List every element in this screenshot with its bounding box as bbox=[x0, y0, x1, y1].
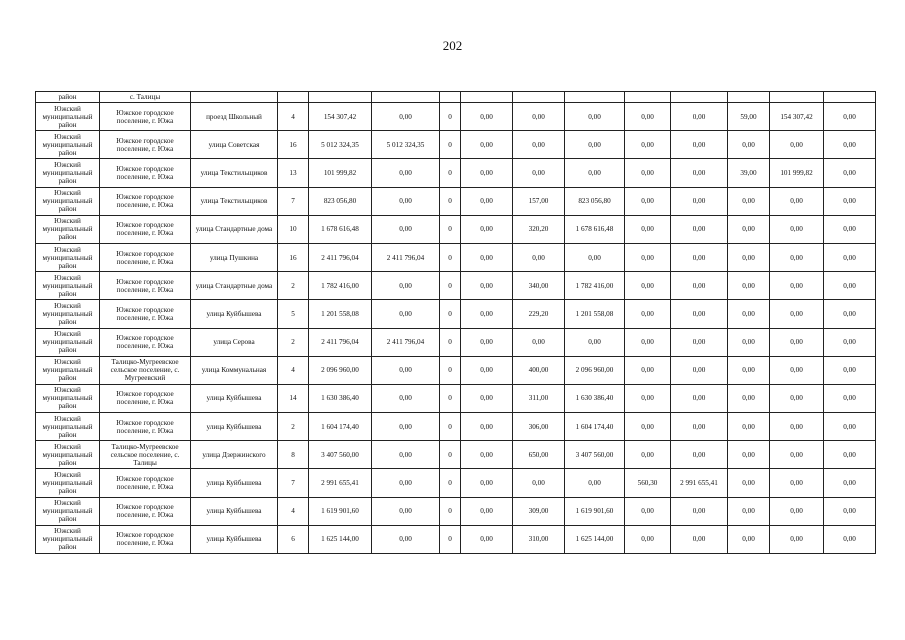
value-cell: 0,00 bbox=[824, 300, 876, 328]
district-cell: Южский муниципальный район bbox=[36, 300, 100, 328]
value-cell: 0,00 bbox=[770, 187, 824, 215]
street-cell: улица Коммунальная bbox=[191, 356, 278, 384]
total-cost-cell: 1 201 558,08 bbox=[309, 300, 372, 328]
settlement-cell: Южское городское поселение, г. Южа bbox=[100, 328, 191, 356]
table-row bbox=[36, 497, 876, 525]
table-row bbox=[36, 300, 876, 328]
value-cell: 0,00 bbox=[372, 300, 440, 328]
value-cell: 0,00 bbox=[770, 272, 824, 300]
value-cell: 0,00 bbox=[728, 131, 770, 159]
value-cell: 0,00 bbox=[824, 243, 876, 271]
value-cell: 0,00 bbox=[671, 215, 728, 243]
value-cell: 0,00 bbox=[824, 525, 876, 553]
value-cell: 0,00 bbox=[461, 525, 513, 553]
settlement-cell: Южское городское поселение, г. Южа bbox=[100, 187, 191, 215]
street-cell: улица Дзержинского bbox=[191, 441, 278, 469]
value-cell: 0 bbox=[440, 413, 461, 441]
value-cell: 0,00 bbox=[372, 413, 440, 441]
value-cell: 0,00 bbox=[372, 497, 440, 525]
value-cell: 0,00 bbox=[461, 469, 513, 497]
total-cost-cell: 154 307,42 bbox=[309, 103, 372, 131]
value-cell: 0,00 bbox=[770, 131, 824, 159]
value-cell: 0,00 bbox=[461, 356, 513, 384]
house-number-cell: 7 bbox=[278, 469, 309, 497]
total-cost-cell: 5 012 324,35 bbox=[309, 131, 372, 159]
value-cell: 0,00 bbox=[671, 497, 728, 525]
value-cell: 0,00 bbox=[461, 300, 513, 328]
continuation-row bbox=[36, 92, 876, 103]
value-cell: 0,00 bbox=[770, 441, 824, 469]
value-cell: 1 201 558,08 bbox=[565, 300, 625, 328]
table-row bbox=[36, 384, 876, 412]
district-cell: Южский муниципальный район bbox=[36, 159, 100, 187]
house-number-cell: 2 bbox=[278, 272, 309, 300]
house-number-cell: 4 bbox=[278, 356, 309, 384]
value-cell: 0,00 bbox=[671, 187, 728, 215]
value-cell: 0,00 bbox=[728, 187, 770, 215]
value-cell: 0,00 bbox=[565, 103, 625, 131]
value-cell: 1 604 174,40 bbox=[565, 413, 625, 441]
value-cell: 0,00 bbox=[625, 356, 671, 384]
street-cell: улица Стандартные дома bbox=[191, 215, 278, 243]
value-cell: 0,00 bbox=[770, 525, 824, 553]
value-cell: 0,00 bbox=[513, 469, 565, 497]
value-cell: 560,30 bbox=[625, 469, 671, 497]
value-cell: 0,00 bbox=[824, 413, 876, 441]
value-cell: 0 bbox=[440, 356, 461, 384]
table-row bbox=[36, 469, 876, 497]
district-cell: Южский муниципальный район bbox=[36, 131, 100, 159]
value-cell: 0,00 bbox=[461, 497, 513, 525]
value-cell: 0,00 bbox=[770, 215, 824, 243]
value-cell: 0,00 bbox=[824, 441, 876, 469]
table-row bbox=[36, 356, 876, 384]
value-cell: 0,00 bbox=[824, 384, 876, 412]
settlement-cell: Южское городское поселение, г. Южа bbox=[100, 103, 191, 131]
value-cell: 0,00 bbox=[770, 469, 824, 497]
value-cell: 306,00 bbox=[513, 413, 565, 441]
value-cell: 0,00 bbox=[565, 159, 625, 187]
value-cell: 1 782 416,00 bbox=[565, 272, 625, 300]
value-cell: 0,00 bbox=[625, 441, 671, 469]
table-row bbox=[36, 215, 876, 243]
settlement-cell: Южское городское поселение, г. Южа bbox=[100, 159, 191, 187]
value-cell: 0,00 bbox=[824, 497, 876, 525]
table-row bbox=[36, 131, 876, 159]
value-cell: 0,00 bbox=[770, 497, 824, 525]
total-cost-cell: 1 630 386,40 bbox=[309, 384, 372, 412]
value-cell: 340,00 bbox=[513, 272, 565, 300]
value-cell: 0,00 bbox=[671, 525, 728, 553]
value-cell: 101 999,82 bbox=[770, 159, 824, 187]
value-cell: 0,00 bbox=[770, 384, 824, 412]
value-cell: 0,00 bbox=[671, 272, 728, 300]
value-cell: 0,00 bbox=[824, 103, 876, 131]
street-cell: улица Куйбышева bbox=[191, 497, 278, 525]
value-cell: 0,00 bbox=[824, 187, 876, 215]
house-number-cell: 16 bbox=[278, 243, 309, 271]
street-cell: улица Текстильщиков bbox=[191, 159, 278, 187]
district-cell: Южский муниципальный район bbox=[36, 272, 100, 300]
total-cost-cell: 823 056,80 bbox=[309, 187, 372, 215]
district-cell: Южский муниципальный район bbox=[36, 243, 100, 271]
total-cost-cell: 2 096 960,00 bbox=[309, 356, 372, 384]
total-cost-cell: 2 411 796,04 bbox=[309, 328, 372, 356]
total-cost-cell: 1 619 901,60 bbox=[309, 497, 372, 525]
settlement-cell: Южское городское поселение, г. Южа bbox=[100, 131, 191, 159]
value-cell: 0,00 bbox=[625, 243, 671, 271]
street-cell: улица Куйбышева bbox=[191, 525, 278, 553]
value-cell: 0,00 bbox=[728, 497, 770, 525]
total-cost-cell: 2 411 796,04 bbox=[309, 243, 372, 271]
district-cell: район bbox=[36, 92, 100, 103]
value-cell: 0,00 bbox=[461, 441, 513, 469]
house-number-cell: 4 bbox=[278, 497, 309, 525]
house-number-cell: 10 bbox=[278, 215, 309, 243]
value-cell: 0,00 bbox=[770, 243, 824, 271]
value-cell: 0 bbox=[440, 497, 461, 525]
value-cell: 0 bbox=[440, 384, 461, 412]
value-cell: 0,00 bbox=[728, 272, 770, 300]
house-number-cell: 2 bbox=[278, 413, 309, 441]
value-cell: 0,00 bbox=[728, 356, 770, 384]
value-cell: 0 bbox=[440, 441, 461, 469]
settlement-cell: Талицко-Мугреевское сельское поселение, с. Мугреевский bbox=[100, 356, 191, 384]
street-cell: улица Куйбышева bbox=[191, 413, 278, 441]
value-cell: 157,00 bbox=[513, 187, 565, 215]
district-cell: Южский муниципальный район bbox=[36, 469, 100, 497]
value-cell: 0,00 bbox=[671, 243, 728, 271]
value-cell: 0,00 bbox=[513, 131, 565, 159]
value-cell: 0 bbox=[440, 272, 461, 300]
value-cell: 0 bbox=[440, 328, 461, 356]
value-cell: 0,00 bbox=[513, 328, 565, 356]
value-cell: 0,00 bbox=[625, 272, 671, 300]
value-cell: 0,00 bbox=[671, 356, 728, 384]
district-cell: Южский муниципальный район bbox=[36, 187, 100, 215]
district-cell: Южский муниципальный район bbox=[36, 215, 100, 243]
value-cell: 320,20 bbox=[513, 215, 565, 243]
street-cell: улица Куйбышева bbox=[191, 384, 278, 412]
value-cell: 3 407 560,00 bbox=[565, 441, 625, 469]
value-cell: 0,00 bbox=[625, 215, 671, 243]
value-cell: 0,00 bbox=[728, 328, 770, 356]
value-cell: 0,00 bbox=[372, 356, 440, 384]
value-cell: 0,00 bbox=[565, 243, 625, 271]
value-cell: 2 411 796,04 bbox=[372, 328, 440, 356]
value-cell: 0,00 bbox=[728, 469, 770, 497]
value-cell: 0,00 bbox=[372, 272, 440, 300]
settlement-cell: Южское городское поселение, г. Южа bbox=[100, 497, 191, 525]
house-number-cell: 13 bbox=[278, 159, 309, 187]
value-cell: 0,00 bbox=[372, 469, 440, 497]
value-cell: 0,00 bbox=[671, 328, 728, 356]
table-row bbox=[36, 413, 876, 441]
total-cost-cell: 1 782 416,00 bbox=[309, 272, 372, 300]
total-cost-cell: 101 999,82 bbox=[309, 159, 372, 187]
value-cell: 0,00 bbox=[565, 469, 625, 497]
value-cell: 0,00 bbox=[770, 356, 824, 384]
value-cell: 154 307,42 bbox=[770, 103, 824, 131]
value-cell: 0,00 bbox=[770, 413, 824, 441]
value-cell: 0,00 bbox=[671, 103, 728, 131]
value-cell: 0,00 bbox=[372, 525, 440, 553]
value-cell: 2 411 796,04 bbox=[372, 243, 440, 271]
district-cell: Южский муниципальный район bbox=[36, 413, 100, 441]
value-cell: 0,00 bbox=[461, 131, 513, 159]
value-cell: 0,00 bbox=[824, 215, 876, 243]
value-cell: 229,20 bbox=[513, 300, 565, 328]
value-cell: 0,00 bbox=[770, 300, 824, 328]
value-cell: 1 630 386,40 bbox=[565, 384, 625, 412]
value-cell: 0,00 bbox=[461, 159, 513, 187]
value-cell: 0,00 bbox=[728, 243, 770, 271]
value-cell: 0,00 bbox=[671, 159, 728, 187]
value-cell: 0,00 bbox=[372, 103, 440, 131]
settlement-cell: Южское городское поселение, г. Южа bbox=[100, 300, 191, 328]
value-cell: 0,00 bbox=[372, 159, 440, 187]
settlement-cell: Южское городское поселение, г. Южа bbox=[100, 413, 191, 441]
value-cell: 0,00 bbox=[671, 413, 728, 441]
value-cell: 0,00 bbox=[461, 328, 513, 356]
settlement-cell: Южское городское поселение, г. Южа bbox=[100, 243, 191, 271]
table-body bbox=[36, 92, 876, 554]
value-cell: 0,00 bbox=[625, 300, 671, 328]
street-cell: улица Куйбышева bbox=[191, 469, 278, 497]
value-cell: 0 bbox=[440, 243, 461, 271]
value-cell: 0,00 bbox=[824, 356, 876, 384]
value-cell: 59,00 bbox=[728, 103, 770, 131]
table-row bbox=[36, 103, 876, 131]
value-cell: 0,00 bbox=[461, 272, 513, 300]
street-cell: улица Стандартные дома bbox=[191, 272, 278, 300]
district-cell: Южский муниципальный район bbox=[36, 441, 100, 469]
value-cell: 2 991 655,41 bbox=[671, 469, 728, 497]
value-cell: 0,00 bbox=[671, 300, 728, 328]
value-cell: 5 012 324,35 bbox=[372, 131, 440, 159]
value-cell: 310,00 bbox=[513, 525, 565, 553]
district-cell: Южский муниципальный район bbox=[36, 384, 100, 412]
value-cell: 0,00 bbox=[728, 441, 770, 469]
house-number-cell: 2 bbox=[278, 328, 309, 356]
table-row bbox=[36, 187, 876, 215]
repair-register-table bbox=[35, 91, 876, 554]
table-row bbox=[36, 243, 876, 271]
total-cost-cell: 3 407 560,00 bbox=[309, 441, 372, 469]
house-number-cell: 5 bbox=[278, 300, 309, 328]
value-cell: 0,00 bbox=[513, 159, 565, 187]
house-number-cell: 6 bbox=[278, 525, 309, 553]
table-row bbox=[36, 525, 876, 553]
value-cell: 0,00 bbox=[372, 384, 440, 412]
value-cell: 0,00 bbox=[461, 413, 513, 441]
value-cell: 0 bbox=[440, 215, 461, 243]
settlement-cell: с. Талицы bbox=[100, 92, 191, 103]
table-row bbox=[36, 328, 876, 356]
value-cell: 0 bbox=[440, 103, 461, 131]
value-cell: 0,00 bbox=[625, 497, 671, 525]
value-cell: 0 bbox=[440, 300, 461, 328]
settlement-cell: Южское городское поселение, г. Южа bbox=[100, 215, 191, 243]
value-cell: 400,00 bbox=[513, 356, 565, 384]
street-cell: проезд Школьный bbox=[191, 103, 278, 131]
value-cell: 0,00 bbox=[461, 215, 513, 243]
total-cost-cell: 1 625 144,00 bbox=[309, 525, 372, 553]
value-cell: 0 bbox=[440, 159, 461, 187]
value-cell: 0,00 bbox=[824, 328, 876, 356]
value-cell: 0,00 bbox=[565, 131, 625, 159]
value-cell: 0,00 bbox=[671, 131, 728, 159]
value-cell: 311,00 bbox=[513, 384, 565, 412]
value-cell: 0,00 bbox=[461, 103, 513, 131]
district-cell: Южский муниципальный район bbox=[36, 497, 100, 525]
value-cell: 0,00 bbox=[513, 103, 565, 131]
value-cell: 0 bbox=[440, 525, 461, 553]
street-cell: улица Советская bbox=[191, 131, 278, 159]
total-cost-cell: 2 991 655,41 bbox=[309, 469, 372, 497]
value-cell: 0,00 bbox=[824, 469, 876, 497]
table-row bbox=[36, 272, 876, 300]
house-number-cell: 8 bbox=[278, 441, 309, 469]
value-cell: 0,00 bbox=[728, 413, 770, 441]
settlement-cell: Южское городское поселение, г. Южа bbox=[100, 525, 191, 553]
value-cell: 0,00 bbox=[671, 384, 728, 412]
value-cell: 0,00 bbox=[728, 215, 770, 243]
value-cell: 0,00 bbox=[565, 328, 625, 356]
settlement-cell: Южское городское поселение, г. Южа bbox=[100, 469, 191, 497]
total-cost-cell: 1 678 616,48 bbox=[309, 215, 372, 243]
table-row bbox=[36, 159, 876, 187]
street-cell: улица Текстильщиков bbox=[191, 187, 278, 215]
value-cell: 0,00 bbox=[625, 131, 671, 159]
district-cell: Южский муниципальный район bbox=[36, 525, 100, 553]
value-cell: 0,00 bbox=[513, 243, 565, 271]
value-cell: 0,00 bbox=[824, 272, 876, 300]
value-cell: 0,00 bbox=[625, 159, 671, 187]
value-cell: 0,00 bbox=[824, 159, 876, 187]
value-cell: 0,00 bbox=[728, 525, 770, 553]
value-cell: 0,00 bbox=[625, 525, 671, 553]
value-cell: 0,00 bbox=[625, 103, 671, 131]
value-cell: 0 bbox=[440, 131, 461, 159]
value-cell: 0,00 bbox=[625, 328, 671, 356]
settlement-cell: Южское городское поселение, г. Южа bbox=[100, 384, 191, 412]
value-cell: 0,00 bbox=[372, 441, 440, 469]
value-cell: 0,00 bbox=[625, 384, 671, 412]
value-cell: 0,00 bbox=[461, 187, 513, 215]
value-cell: 0 bbox=[440, 469, 461, 497]
value-cell: 309,00 bbox=[513, 497, 565, 525]
district-cell: Южский муниципальный район bbox=[36, 356, 100, 384]
value-cell: 0,00 bbox=[625, 187, 671, 215]
table-row bbox=[36, 441, 876, 469]
district-cell: Южский муниципальный район bbox=[36, 328, 100, 356]
value-cell: 823 056,80 bbox=[565, 187, 625, 215]
value-cell: 0,00 bbox=[461, 243, 513, 271]
street-cell: улица Пушкина bbox=[191, 243, 278, 271]
total-cost-cell: 1 604 174,40 bbox=[309, 413, 372, 441]
settlement-cell: Южское городское поселение, г. Южа bbox=[100, 272, 191, 300]
street-cell: улица Куйбышева bbox=[191, 300, 278, 328]
house-number-cell: 4 bbox=[278, 103, 309, 131]
value-cell: 0,00 bbox=[728, 300, 770, 328]
settlement-cell: Талицко-Мугреевское сельское поселение, с. Талицы bbox=[100, 441, 191, 469]
value-cell: 0 bbox=[440, 187, 461, 215]
street-cell: улица Серова bbox=[191, 328, 278, 356]
page-number: 202 bbox=[442, 38, 463, 53]
value-cell: 1 678 616,48 bbox=[565, 215, 625, 243]
district-cell: Южский муниципальный район bbox=[36, 103, 100, 131]
house-number-cell: 16 bbox=[278, 131, 309, 159]
value-cell: 0,00 bbox=[770, 328, 824, 356]
value-cell: 1 619 901,60 bbox=[565, 497, 625, 525]
value-cell: 0,00 bbox=[372, 187, 440, 215]
value-cell: 39,00 bbox=[728, 159, 770, 187]
value-cell: 0,00 bbox=[824, 131, 876, 159]
value-cell: 650,00 bbox=[513, 441, 565, 469]
value-cell: 0,00 bbox=[461, 384, 513, 412]
value-cell: 0,00 bbox=[728, 384, 770, 412]
value-cell: 0,00 bbox=[372, 215, 440, 243]
value-cell: 2 096 960,00 bbox=[565, 356, 625, 384]
house-number-cell: 7 bbox=[278, 187, 309, 215]
value-cell: 0,00 bbox=[625, 413, 671, 441]
value-cell: 0,00 bbox=[671, 441, 728, 469]
house-number-cell: 14 bbox=[278, 384, 309, 412]
value-cell: 1 625 144,00 bbox=[565, 525, 625, 553]
